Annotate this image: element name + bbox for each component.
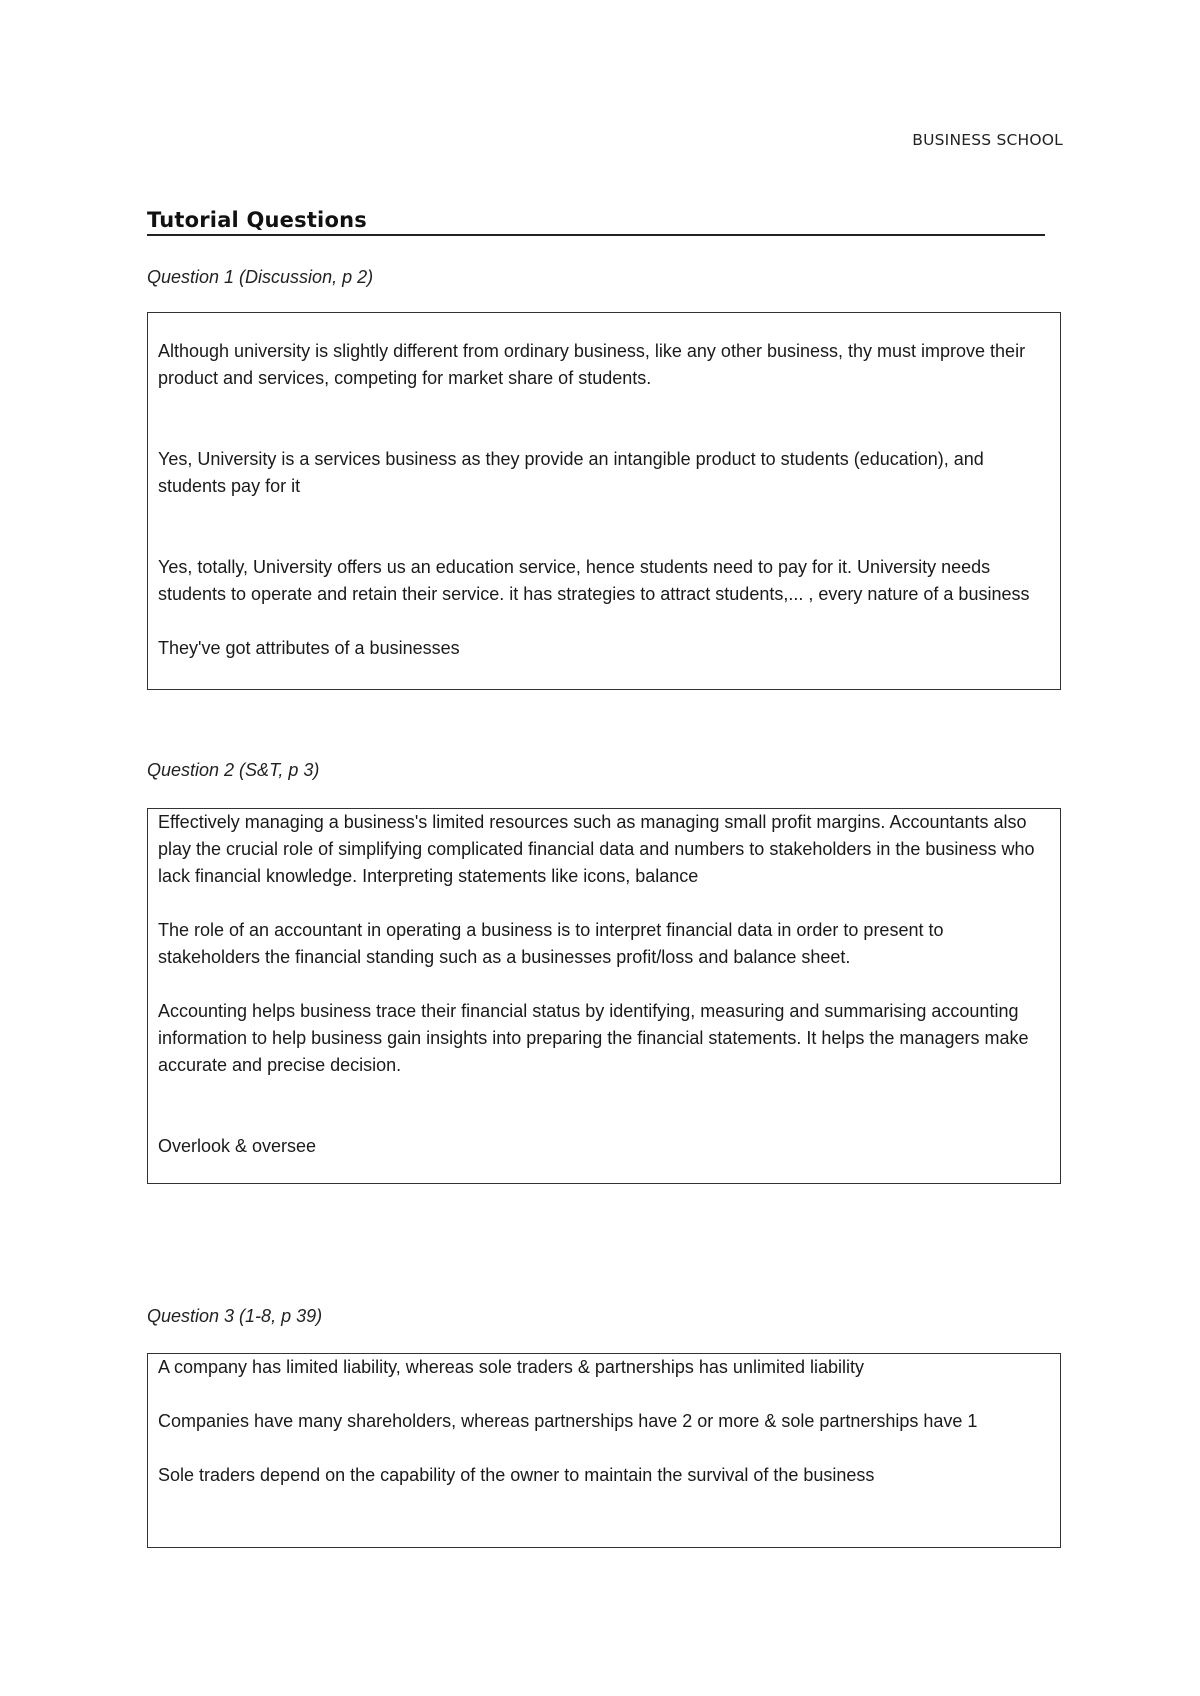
page-title-block [147,208,1045,236]
question-1-label: Question 1 (Discussion, p 2) [147,267,374,287]
school-header: BUSINESS SCHOOL [912,131,1063,149]
answer-paragraph: Sole traders depend on the capability of the owner to maintain the survival of the business [158,1465,875,1485]
answer-paragraph: Yes, totally, University offers us an education service, hence students need to pay for it. University needs students to operate and retain their service. it has strategies to attract students,... , every nature of a business [158,557,1030,604]
question-2-label: Question 2 (S&T, p 3) [147,760,320,780]
answer-paragraph: A company has limited liability, whereas sole traders & partnerships has unlimited liability [158,1357,864,1377]
answer-paragraph: Effectively managing a business's limited resources such as managing small profit margins. Accountants also play the crucial role of simplifying complicated financial data and numbers to stakeholders in the business who lack financial knowledge. Interpreting statements like icons, balance [158,812,1035,886]
answer-paragraph: Although university is slightly different from ordinary business, like any other business, thy must improve their product and services, competing for market share of students. [158,341,1026,388]
answer-paragraph: Overlook & oversee [158,1136,317,1156]
answer-paragraph: Accounting helps business trace their financial status by identifying, measuring and summarising accounting information to help business gain insights into preparing the financial statements. It helps the managers make accurate and precise decision. [158,1001,1029,1075]
question-2-answer-box [147,808,1061,1184]
question-3-answer-box [147,1353,1061,1548]
answer-paragraph: They've got attributes of a businesses [158,638,460,658]
question-1-answer-box [147,312,1061,690]
answer-paragraph: The role of an accountant in operating a business is to interpret financial data in order to present to stakeholders the financial standing such as a businesses profit/loss and balance sheet. [158,920,944,967]
answer-paragraph: Yes, University is a services business as they provide an intangible product to students (education), and students pay for it [158,449,984,496]
answer-paragraph: Companies have many shareholders, whereas partnerships have 2 or more & sole partnerships have 1 [158,1411,978,1431]
question-3-label: Question 3 (1-8, p 39) [147,1306,323,1326]
page-title: Tutorial Questions [147,208,367,232]
